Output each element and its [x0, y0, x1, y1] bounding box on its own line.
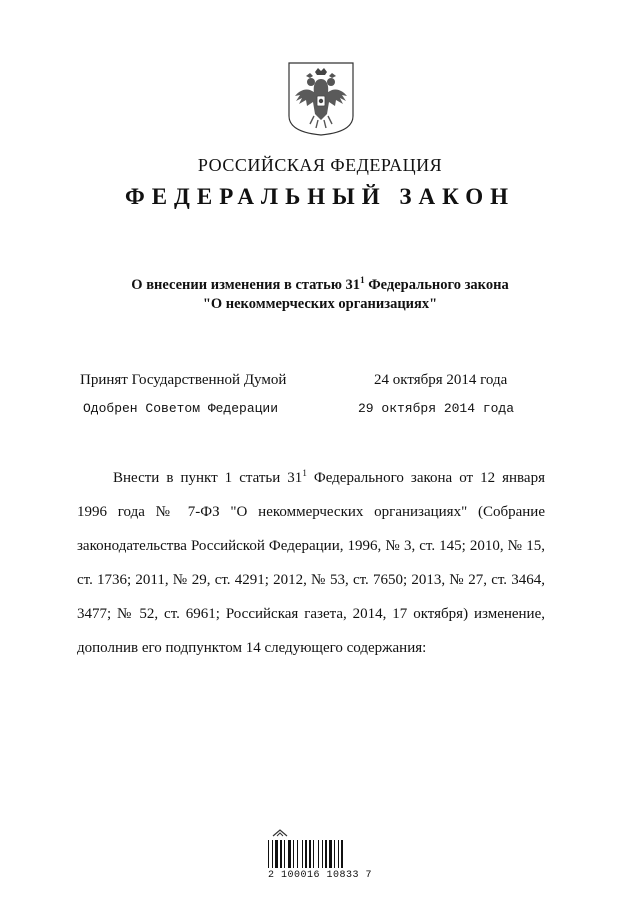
barcode-bar — [297, 840, 298, 868]
barcode-bar — [305, 840, 307, 868]
barcode-bar — [268, 840, 269, 868]
barcode-bar — [325, 840, 327, 868]
law-title-line2: "О некоммерческих организациях" — [202, 296, 438, 312]
barcode-bar — [275, 840, 278, 868]
printer-mark-icon — [272, 828, 288, 838]
barcode-bar — [280, 840, 282, 868]
barcode-bar — [318, 840, 319, 868]
law-title — [60, 276, 580, 314]
barcode-bar — [302, 840, 303, 868]
law-body — [77, 461, 545, 665]
barcode-bar — [329, 840, 332, 868]
barcode-bar — [322, 840, 323, 868]
council-approval-label: Одобрен Советом Федерации — [83, 401, 279, 416]
duma-adoption-label: Принят Государственной Думой — [80, 372, 287, 388]
barcode-bar — [288, 840, 291, 868]
law-title-line1: О внесении изменения в статью $31^1$ Федерального закона — [131, 275, 509, 293]
barcode-icon — [268, 840, 372, 868]
body-paragraph: Внести в пункт 1 статьи $31^1$ Федерального закона от 12 января 1996 года № 7-ФЗ "О некоммерческих организациях" (Собрание законодательства Российской Федерации, 1996, № 3, ст. 145; 2010, № 15, ст. 1736; 2011, № 29, ст. 4291; 2012, № 53, ст. 7650; 2013, № 27, ст. 3464, 3477; № 52, ст. 6961; Российская газета, 2014, 17 октября) изменение, дополнив его подпунктом 14 следующего содержания: — [77, 468, 545, 656]
barcode-bar — [313, 840, 314, 868]
duma-adoption-date: 24 октября 2014 года — [374, 372, 508, 388]
barcode-bar — [338, 840, 339, 868]
barcode-number: 2 100016 10833 7 — [267, 870, 372, 881]
barcode-bar — [272, 840, 273, 868]
barcode-bar — [293, 840, 294, 868]
barcode-bar — [284, 840, 285, 868]
council-approval-date: 29 октября 2014 года — [358, 401, 515, 416]
barcode-bar — [341, 840, 343, 868]
barcode-bar — [309, 840, 311, 868]
barcode-bar — [334, 840, 335, 868]
coat-of-arms-icon — [288, 62, 354, 136]
country-name: РОССИЙСКАЯ ФЕДЕРАЦИЯ — [197, 155, 443, 175]
document-type: ФЕДЕРАЛЬНЫЙ ЗАКОН — [124, 184, 516, 209]
barcode — [262, 828, 378, 884]
